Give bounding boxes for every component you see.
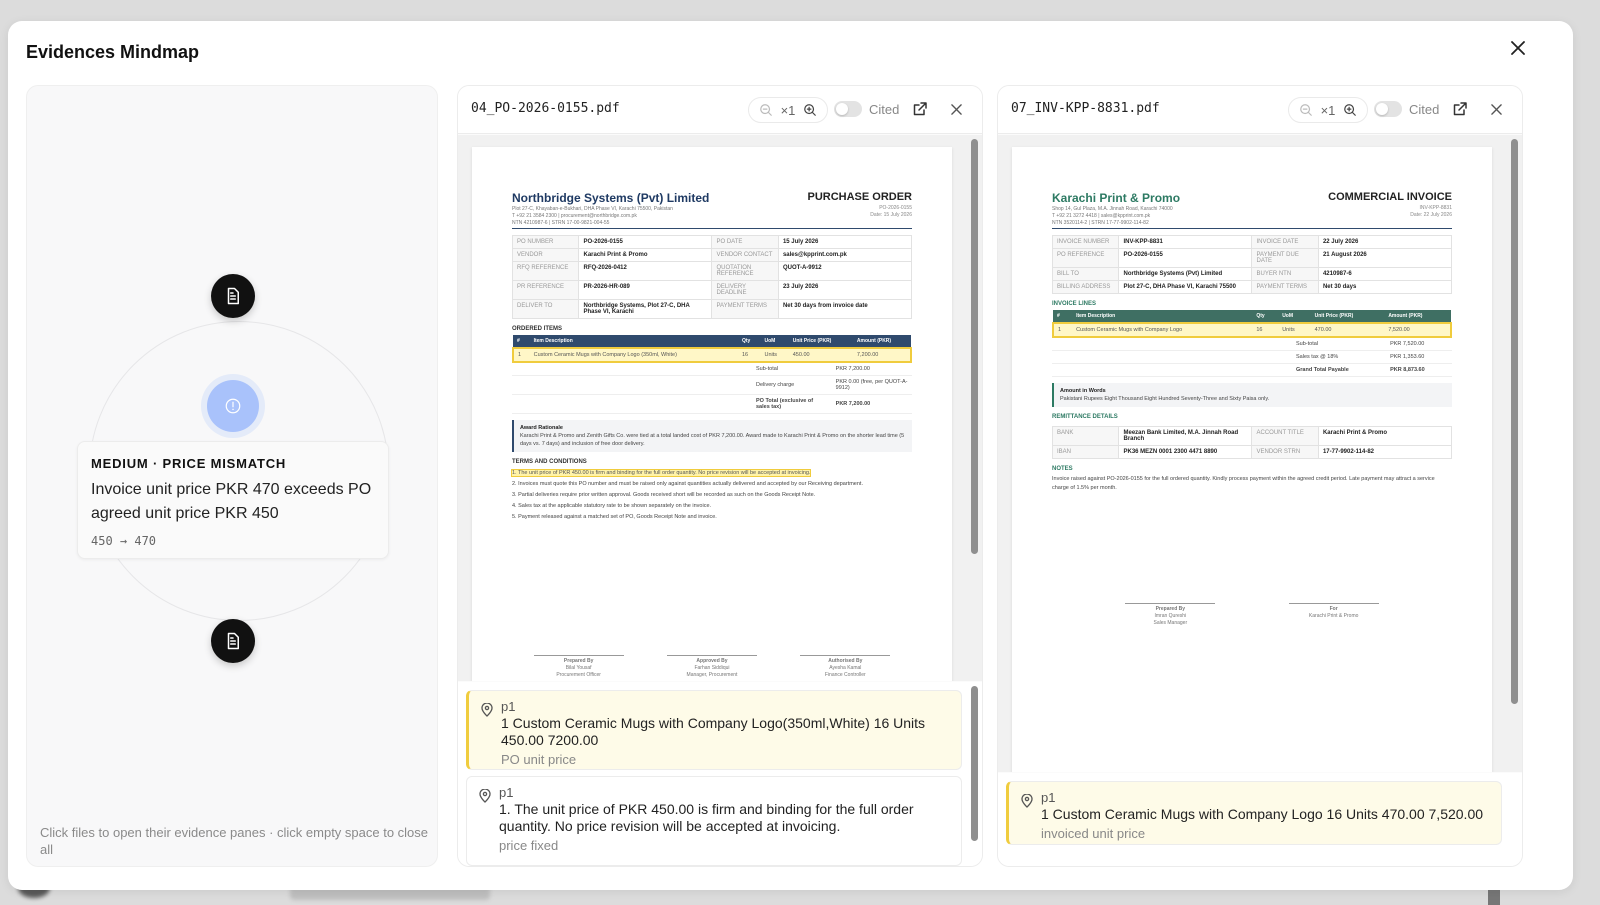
totals-table	[1052, 338, 1452, 377]
meta-key: VENDOR CONTACT	[712, 249, 778, 262]
items-header: Item Description	[1072, 310, 1252, 323]
words-title: Amount in Words	[1060, 388, 1106, 394]
doc-address-line: NTN 4210987-6 | STRN 17-00-9821-004-55	[512, 220, 610, 226]
doc-address-line: T +92 21 3272 4418 | sales@kpprint.com.pk	[1052, 213, 1151, 219]
signature-block	[667, 655, 757, 679]
meta-key: BANK	[1053, 427, 1119, 446]
finding-node[interactable]	[207, 380, 259, 432]
item-cell: Units	[1278, 323, 1310, 337]
item-cell: Units	[760, 348, 788, 362]
total-label: Delivery charge	[752, 376, 832, 395]
item-cell: 7,520.00	[1384, 323, 1451, 337]
finding-description: Invoice unit price PKR 470 exceeds PO agreed unit price PKR 450	[91, 481, 372, 522]
items-table	[1052, 310, 1452, 338]
total-value: PKR 1,353.60	[1386, 351, 1452, 364]
signature-block	[1125, 603, 1215, 627]
signature-block	[800, 655, 890, 679]
close-icon	[1491, 104, 1502, 115]
meta-key: PAYMENT TERMS	[712, 300, 778, 319]
zoom-level: ×1	[1320, 102, 1336, 118]
items-header: #	[513, 335, 530, 348]
meta-row	[513, 262, 912, 281]
meta-key: VENDOR STRN	[1252, 446, 1318, 459]
remittance-table	[1052, 426, 1452, 459]
zoom-out-icon	[1299, 103, 1313, 117]
citation-label: PO unit price	[501, 752, 577, 767]
alert-circle-icon	[224, 397, 242, 415]
term-item: 4. Sales tax at the applicable statutory rate to be shown separately on the invoice.	[512, 503, 712, 509]
modal-title: Evidences Mindmap	[26, 42, 200, 62]
highlighted-term: 1. The unit price of PKR 450.00 is firm and binding for the full order quantity. No price revision will be accepted at invoicing.	[512, 470, 811, 476]
meta-row	[1053, 427, 1452, 446]
meta-value: Net 30 days	[1318, 281, 1451, 294]
cited-label: Cited	[1409, 102, 1440, 117]
meta-value: Northbridge Systems, Plot 27-C, DHA Phase VI, Karachi	[579, 300, 712, 319]
highlighted-item-row	[513, 348, 911, 362]
citations-list	[458, 682, 982, 866]
rationale-title: Award Rationale	[520, 425, 563, 431]
term-item: 3. Partial deliveries require prior written approval. Goods received short will be recorded as such on the Goods Receipt Note.	[512, 492, 816, 498]
total-label: Sub-total	[752, 363, 832, 376]
remittance-title: REMITTANCE DETAILS	[1052, 414, 1118, 420]
totals-table	[512, 363, 912, 414]
citation-page: p1	[1041, 790, 1056, 805]
total-row	[512, 363, 912, 376]
meta-key: PAYMENT TERMS	[1252, 281, 1318, 294]
pane-header	[998, 86, 1522, 134]
meta-value: RFQ-2026-0412	[579, 262, 712, 281]
sig-name: Bilal Yousaf	[565, 665, 592, 671]
meta-value: Meezan Bank Limited, M.A. Jinnah Road Branch	[1119, 427, 1252, 446]
document-scrollbar[interactable]	[971, 139, 978, 554]
term-item: 2. Invoices must quote this PO number and must be raised only against quantities actually delivered and accepted by our Receiving department.	[512, 481, 863, 487]
highlighted-item-row	[1053, 323, 1451, 337]
award-rationale	[512, 420, 912, 452]
doc-ref: INV-KPP-8831	[1419, 205, 1452, 211]
item-cell: 470.00	[1311, 323, 1385, 337]
sig-title: Procurement Officer	[556, 672, 601, 678]
close-pane-button[interactable]	[946, 99, 966, 119]
cited-label: Cited	[869, 102, 900, 117]
items-header: Qty	[738, 335, 761, 348]
doc-date: Date: 15 July 2026	[870, 212, 912, 218]
citation-text: 1 Custom Ceramic Mugs with Company Logo(350ml,White) 16 Units 450.00 7200.00	[501, 715, 926, 748]
document-scrollbar[interactable]	[1511, 139, 1518, 704]
close-icon	[951, 104, 962, 115]
zoom-control	[1288, 97, 1368, 123]
items-header: Amount (PKR)	[853, 335, 911, 348]
terms-list	[512, 468, 912, 523]
document-icon	[224, 287, 242, 305]
evidences-modal	[8, 21, 1573, 890]
total-label: Sub-total	[1292, 338, 1386, 351]
notes-title: NOTES	[1052, 466, 1073, 472]
items-header: Amount (PKR)	[1384, 310, 1451, 323]
file-node-po[interactable]	[211, 274, 255, 318]
signature-block	[534, 655, 624, 679]
citation-item[interactable]	[1006, 781, 1502, 845]
sig-role: Prepared By	[563, 658, 594, 664]
meta-key: INVOICE NUMBER	[1053, 236, 1119, 249]
close-pane-button[interactable]	[1486, 99, 1506, 119]
meta-value: 22 July 2026	[1318, 236, 1451, 249]
doc-address-line: Plot 27-C, Khayaban-e-Bukhari, DHA Phase VI, Karachi 75500, Pakistan	[512, 206, 673, 212]
total-label: PO Total (exclusive of sales tax)	[752, 395, 832, 414]
doc-company: Northbridge Systems (Pvt) Limited	[512, 191, 710, 205]
signatures	[512, 655, 912, 679]
total-value: PKR 8,873.60	[1386, 364, 1452, 377]
total-label: Sales tax @ 18%	[1292, 351, 1386, 364]
terms-title: TERMS AND CONDITIONS	[512, 459, 587, 465]
items-header: Unit Price (PKR)	[1311, 310, 1385, 323]
zoom-in-icon	[803, 103, 817, 117]
meta-key: IBAN	[1053, 446, 1119, 459]
items-header: UoM	[760, 335, 788, 348]
signatures	[1052, 603, 1452, 627]
doc-type: PURCHASE ORDER	[807, 191, 912, 203]
total-row	[1052, 364, 1452, 377]
sig-name: Karachi Print & Promo	[1308, 613, 1359, 619]
document-icon	[224, 632, 242, 650]
meta-value: PO-2026-0155	[1119, 249, 1252, 268]
doc-address	[512, 206, 732, 227]
doc-address	[1052, 206, 1272, 227]
meta-value: 23 July 2026	[778, 281, 911, 300]
sig-title: Finance Controller	[824, 672, 866, 678]
open-external-button[interactable]	[910, 99, 930, 119]
item-cell: 1	[1053, 323, 1072, 337]
zoom-in-button[interactable]	[1343, 103, 1357, 117]
items-header: Unit Price (PKR)	[789, 335, 853, 348]
zoom-out-icon	[759, 103, 773, 117]
sig-role: Prepared By	[1155, 606, 1186, 612]
meta-row	[1053, 281, 1452, 294]
location-pin-icon	[479, 789, 491, 803]
doc-header	[1052, 191, 1452, 229]
sig-title: Sales Manager	[1153, 620, 1188, 626]
zoom-in-icon	[1343, 103, 1357, 117]
sig-name: Ayesha Kamal	[829, 665, 862, 671]
meta-key: BUYER NTN	[1252, 268, 1318, 281]
meta-key: ACCOUNT TITLE	[1252, 427, 1318, 446]
citation-text: 1. The unit price of PKR 450.00 is firm and binding for the full order quantity. No price revision will be accepted at invoicing.	[499, 801, 914, 834]
zoom-in-button[interactable]	[803, 103, 817, 117]
total-row	[512, 376, 912, 395]
item-cell: 16	[1252, 323, 1278, 337]
meta-row	[513, 281, 912, 300]
meta-key: VENDOR	[513, 249, 579, 262]
items-header: UoM	[1278, 310, 1310, 323]
zoom-out-button[interactable]	[1299, 103, 1313, 117]
item-cell: 16	[738, 348, 761, 362]
meta-value: Karachi Print & Promo	[579, 249, 712, 262]
total-value: PKR 7,520.00	[1386, 338, 1452, 351]
finding-card[interactable]	[77, 441, 389, 559]
meta-key: DELIVER TO	[513, 300, 579, 319]
document-page	[1012, 147, 1492, 772]
meta-row	[1053, 249, 1452, 268]
doc-date: Date: 22 July 2026	[1410, 212, 1452, 218]
doc-header	[512, 191, 912, 229]
file-node-invoice[interactable]	[211, 619, 255, 663]
meta-row	[1053, 446, 1452, 459]
total-row	[1052, 351, 1452, 364]
meta-value: Net 30 days from invoice date	[778, 300, 911, 319]
external-link-icon	[1452, 101, 1468, 117]
items-header-row	[1053, 310, 1451, 323]
citation-page: p1	[501, 699, 516, 714]
evidence-pane-invoice	[997, 85, 1523, 867]
sig-role: Authorised By	[828, 658, 863, 664]
evidence-pane-po	[457, 85, 983, 867]
doc-address-line: NTN 3520114-2 | STRN 17-77-9902-114-82	[1052, 220, 1149, 226]
meta-row	[1053, 236, 1452, 249]
document-page	[472, 147, 952, 681]
total-label: Grand Total Payable	[1292, 364, 1386, 377]
meta-value: Northbridge Systems (Pvt) Limited	[1119, 268, 1252, 281]
sig-name: Farhan Siddiqui	[694, 665, 730, 671]
sig-role: Approved By	[696, 658, 728, 664]
location-pin-icon	[1021, 794, 1033, 808]
citations-scrollbar[interactable]	[971, 686, 978, 841]
meta-key: QUOTATION REFERENCE	[712, 262, 778, 281]
meta-value: Plot 27-C, DHA Phase VI, Karachi 75500	[1119, 281, 1252, 294]
close-icon	[1511, 41, 1525, 55]
items-table	[512, 335, 912, 363]
amount-in-words	[1052, 383, 1452, 407]
meta-key: PO DATE	[712, 236, 778, 249]
meta-key: PR REFERENCE	[513, 281, 579, 300]
meta-row	[1053, 268, 1452, 281]
meta-key: PAYMENT DUE DATE	[1252, 249, 1318, 268]
item-cell: Custom Ceramic Mugs with Company Logo (350ml, White)	[530, 348, 738, 362]
doc-ref-date	[1410, 205, 1452, 219]
meta-row	[513, 236, 912, 249]
doc-meta-table	[1052, 235, 1452, 294]
doc-meta-table	[512, 235, 912, 319]
items-title: ORDERED ITEMS	[512, 326, 563, 332]
finding-category: PRICE MISMATCH	[162, 456, 287, 471]
mindmap-hint: Click files to open their evidence panes · click empty space to close all	[40, 825, 429, 857]
item-cell: Custom Ceramic Mugs with Company Logo	[1072, 323, 1252, 337]
doc-ref: PO-2026-0155	[879, 205, 912, 211]
cited-toggle[interactable]	[1374, 101, 1402, 117]
open-external-button[interactable]	[1450, 99, 1470, 119]
citation-item[interactable]	[466, 690, 962, 770]
pane-header	[458, 86, 982, 134]
notes-text: Invoice raised against PO-2026-0155 for the full ordered quantity. Kindly process payment within the agreed credit period. Late payment may attract a service charge of 1.5% per month.	[1052, 476, 1435, 491]
meta-key: DELIVERY DEADLINE	[712, 281, 778, 300]
item-cell: 1	[513, 348, 530, 362]
meta-value: INV-KPP-8831	[1119, 236, 1252, 249]
external-link-icon	[912, 101, 928, 117]
zoom-level: ×1	[780, 102, 796, 118]
citation-label: price fixed	[499, 838, 559, 853]
items-header: Qty	[1252, 310, 1278, 323]
citation-label: invoiced unit price	[1041, 826, 1146, 841]
meta-value: 4210987-6	[1318, 268, 1451, 281]
meta-value: QUOT-A-9912	[778, 262, 911, 281]
meta-value: PK36 MEZN 0001 2300 4471 8890	[1119, 446, 1252, 459]
item-cell: 450.00	[789, 348, 853, 362]
total-value: PKR 7,200.00	[832, 363, 912, 376]
sig-name: Imran Qureshi	[1154, 613, 1187, 619]
meta-value: 21 August 2026	[1318, 249, 1451, 268]
finding-tag	[91, 456, 375, 471]
meta-key: PO REFERENCE	[1053, 249, 1119, 268]
signature-block	[1289, 603, 1379, 627]
total-value: PKR 7,200.00	[832, 395, 912, 414]
doc-type: COMMERCIAL INVOICE	[1328, 191, 1452, 203]
zoom-control	[748, 97, 828, 123]
meta-key: BILL TO	[1053, 268, 1119, 281]
doc-company: Karachi Print & Promo	[1052, 191, 1181, 205]
meta-value: sales@kpprint.com.pk	[778, 249, 911, 262]
location-pin-icon	[481, 703, 493, 717]
total-row	[1052, 338, 1452, 351]
mindmap-panel[interactable]	[26, 85, 438, 867]
words-text: Pakistani Rupees Eight Thousand Eight Hundred Seventy-Three and Sixty Paisa only.	[1060, 396, 1270, 402]
sig-title: Manager, Procurement	[686, 672, 738, 678]
citation-text: 1 Custom Ceramic Mugs with Company Logo 16 Units 470.00 7,520.00	[1041, 806, 1484, 822]
meta-key: RFQ REFERENCE	[513, 262, 579, 281]
items-header: #	[1053, 310, 1072, 323]
citation-page: p1	[499, 785, 514, 800]
meta-value: Karachi Print & Promo	[1318, 427, 1451, 446]
meta-row	[513, 249, 912, 262]
total-value: PKR 0.00 (free, per QUOT-A-9912)	[832, 376, 912, 395]
cited-toggle[interactable]	[834, 101, 862, 117]
finding-severity: MEDIUM	[91, 456, 149, 471]
meta-value: PO-2026-0155	[579, 236, 712, 249]
doc-address-line: T +92 21 3584 2300 | procurement@northbridge.com.pk	[512, 213, 637, 219]
pane-filename: 04_PO-2026-0155.pdf	[471, 101, 620, 116]
meta-key: BILLING ADDRESS	[1053, 281, 1119, 294]
citations-list	[998, 773, 1522, 866]
term-item: 5. Payment released against a matched set of PO, Goods Receipt Note and invoice.	[512, 514, 717, 520]
meta-row	[513, 300, 912, 319]
finding-delta: 450 → 470	[91, 534, 157, 548]
pane-filename: 07_INV-KPP-8831.pdf	[1011, 101, 1160, 116]
document-viewer[interactable]	[998, 135, 1522, 772]
meta-key: PO NUMBER	[513, 236, 579, 249]
item-cell: 7,200.00	[853, 348, 911, 362]
close-modal-button[interactable]	[1505, 35, 1531, 61]
items-header: Item Description	[530, 335, 738, 348]
doc-address-line: Shop 14, Gul Plaza, M.A. Jinnah Road, Karachi 74000	[1052, 206, 1173, 212]
finding-separator: ·	[148, 456, 163, 471]
meta-value: 15 July 2026	[778, 236, 911, 249]
document-viewer[interactable]	[458, 135, 982, 681]
meta-value: 17-77-9902-114-82	[1318, 446, 1451, 459]
zoom-out-button[interactable]	[759, 103, 773, 117]
doc-ref-date	[870, 205, 912, 219]
items-header-row	[513, 335, 911, 348]
sig-role: For	[1329, 606, 1338, 612]
meta-value: PR-2026-HR-089	[579, 281, 712, 300]
citation-item[interactable]	[466, 776, 962, 866]
items-title: INVOICE LINES	[1052, 301, 1097, 307]
meta-key: INVOICE DATE	[1252, 236, 1318, 249]
rationale-text: Karachi Print & Promo and Zenith Gifts Co. were tied at a total landed cost of PKR 7,200.00. Award made to Karachi Print & Promo on the shorter lead time (5 days vs. 7 days) and inclusion of free door delivery.	[520, 433, 905, 447]
total-row	[512, 395, 912, 414]
